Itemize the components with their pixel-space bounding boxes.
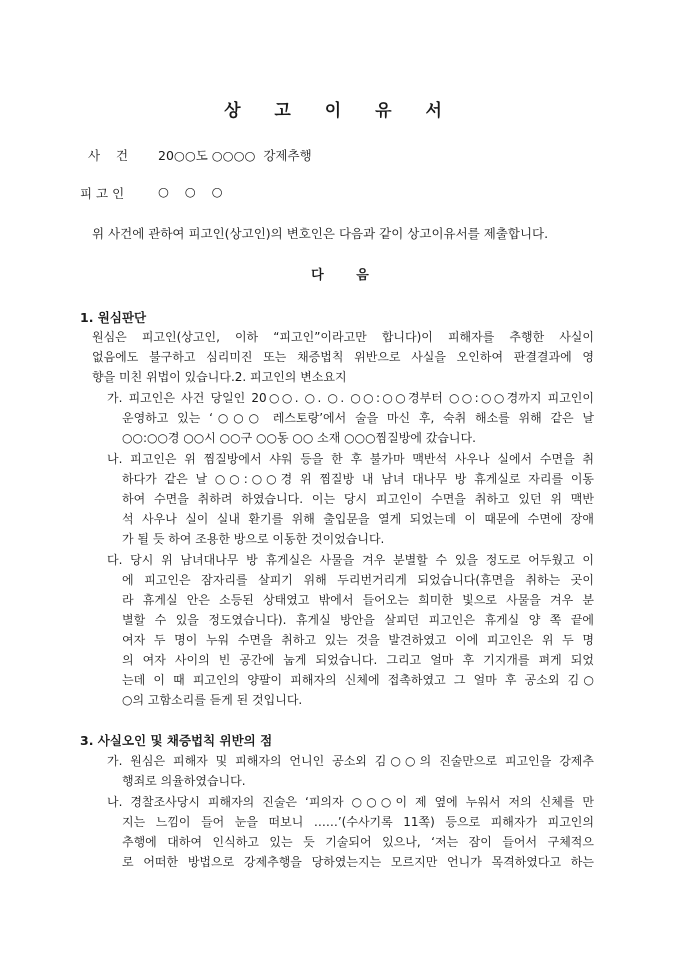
- case-label: 사 건: [88, 148, 129, 163]
- section-1-line: 없음에도 불구하고 심리미진 또는 채증법칙 위반으로 사실을 오인하여 판결결과에 영: [92, 350, 594, 364]
- s3-item-ga-line: 가. 원심은 피해자 및 피해자의 언니인 공소외 김○○의 진술만으로 피고인을 강제추: [107, 754, 594, 768]
- item-na-line: 나. 피고인은 위 찜질방에서 샤워 등을 한 후 불가마 맥반석 사우나 실에서 수면을 취: [107, 452, 594, 466]
- item-na-line: 가 될 듯 하여 조용한 방으로 이동한 것이었습니다.: [122, 532, 385, 546]
- s3-item-na-line: 나. 경찰조사당시 피해자의 진술은 ‘피의자 ○○○이 제 옆에 누워서 저의 신체를 만: [107, 795, 594, 809]
- item-da-line: 에 피고인은 잠자리를 살피기 위해 두리번거리게 되었습니다(휴면을 취하는 곳이: [122, 573, 594, 587]
- s3-item-na-line: 로 어떠한 방법으로 강제추행을 당하였는지는 모르지만 언니가 목격하였다고 하는: [122, 855, 594, 869]
- s3-item-na-line: 추행에 대하여 인식하고 있는 듯 기술되어 있으나, ‘저는 잠이 들어서 구체적으: [122, 835, 594, 849]
- item-da-line: ○의 고함소리를 듣게 된 것입니다.: [122, 693, 303, 707]
- defendant-label: 피 고 인: [80, 186, 125, 201]
- dameum-heading: 다 음: [311, 268, 369, 283]
- item-na-line: 하여 수면을 취하려 하였습니다. 이는 당시 피고인이 수면을 취하고 있던 위 맥반: [122, 492, 594, 506]
- item-da-line: 의 여자 사이의 빈 공간에 눕게 되었습니다. 그리고 얼마 후 기지개를 펴게 되었: [122, 653, 594, 667]
- section-1-heading: 1. 원심판단: [80, 310, 147, 325]
- document-title: 상 고 이 유 서: [224, 101, 456, 121]
- item-ga-line: ○○:○○경 ○○시 ○○구 ○○동 ○○ 소재 ○○○찜질방에 갔습니다.: [122, 431, 476, 445]
- item-na-line: 하다가 같은 날 ○○:○○경 위 찜질방 내 남녀 대나무 방 휴게실로 자리를 이동: [122, 472, 594, 486]
- item-da-line: 별할 수 있을 정도였습니다). 휴게실 방안을 살피던 피고인은 휴게실 양 쪽 끝에: [122, 613, 594, 627]
- item-da-line: 다. 당시 위 남녀대나무 방 휴게실은 사물을 겨우 분별할 수 있을 정도로 어두웠고 이: [107, 553, 594, 567]
- section-1-line: 원심은 피고인(상고인, 이하 “피고인”이라고만 합니다)이 피해자를 추행한 사실이: [92, 330, 594, 344]
- item-ga-line: 운영하고 있는 ‘○○○ 레스토랑’에서 술을 마신 후, 숙취 해소를 위해 같은 날: [122, 411, 594, 425]
- item-ga-line: 가. 피고인은 사건 당일인 20○○. ○. ○. ○○:○○경부터 ○○:○○경까지 피고인이: [107, 391, 594, 405]
- intro-sentence: 위 사건에 관하여 피고인(상고인)의 변호인은 다음과 같이 상고이유서를 제출합니다.: [92, 226, 549, 241]
- item-da-line: 라 휴게실 안은 소등된 상태였고 밖에서 들어오는 희미한 빛으로 사물을 겨우 분: [122, 593, 594, 607]
- item-na-line: 석 사우나 실이 실내 환기를 위해 출입문을 열게 되었는데 이 때문에 수면에 장애: [122, 512, 594, 526]
- item-da-line: 여자 두 명이 누워 수면을 취하고 있는 것을 발견하였고 이에 피고인은 위 두 명: [122, 633, 594, 647]
- section-3-heading: 3. 사실오인 및 채증법칙 위반의 점: [80, 733, 273, 748]
- s3-item-na-line: 지는 느낌이 들어 눈을 떠보니 ……’(수사기록 11쪽) 등으로 피해자가 피고인의: [122, 815, 594, 829]
- s3-item-ga-line: 행죄로 의율하였습니다.: [122, 774, 246, 788]
- defendant-value: ○ ○ ○: [158, 184, 223, 199]
- section-1-line: 향을 미친 위법이 있습니다.2. 피고인의 변소요지: [92, 370, 347, 384]
- case-value: 20○○도 ○○○○ 강제추행: [158, 148, 312, 163]
- item-da-line: 는데 이 때 피고인의 양팔이 피해자의 신체에 접촉하였고 그 얼마 후 공소외 김○: [122, 673, 594, 687]
